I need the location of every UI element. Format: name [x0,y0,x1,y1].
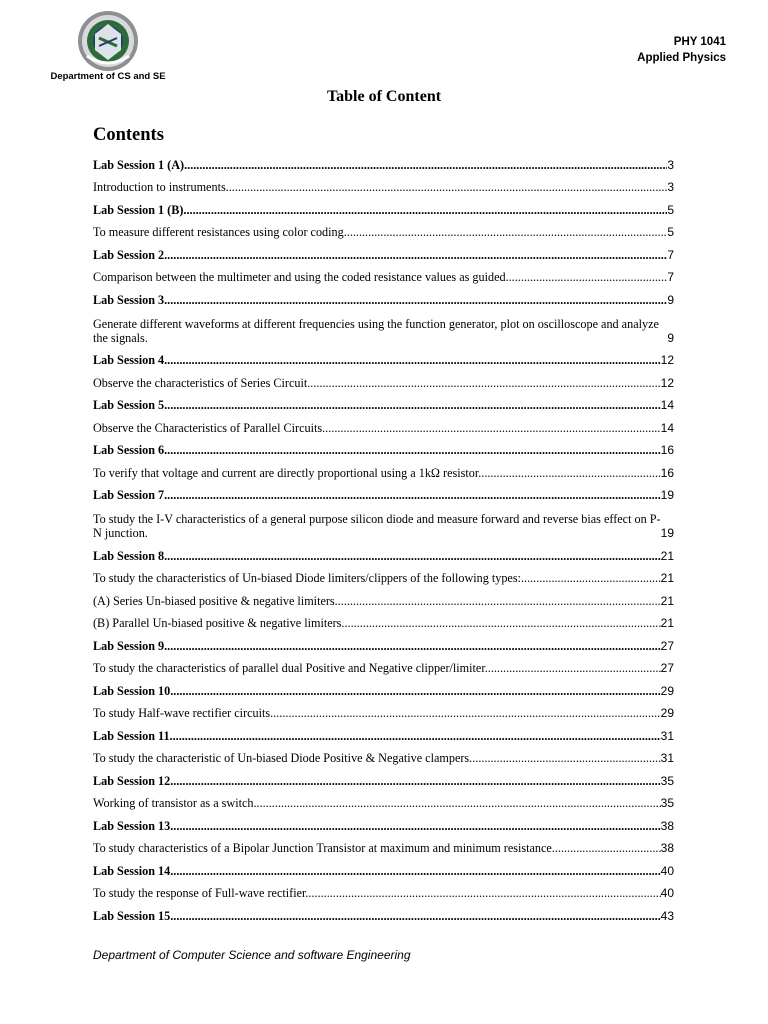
toc-entry[interactable] [93,563,674,586]
table-of-contents [93,149,674,923]
toc-entry-title: Lab Session 12 [93,773,171,788]
toc-entry-title: Observe the characteristics of Series Circuit. [93,375,311,390]
toc-entry[interactable] [93,833,674,856]
toc-entry-page: 3 [667,157,674,172]
toc-leader-dots [509,270,668,284]
toc-entry[interactable] [93,900,674,923]
toc-leader-dots [229,180,668,194]
toc-entry-title: Comparison between the multimeter and using the coded resistance values as guided. [93,270,509,284]
toc-entry[interactable] [93,878,674,901]
toc-entry[interactable] [93,172,674,195]
toc-entry[interactable] [93,262,674,285]
toc-entry-page: 31 [660,751,674,765]
toc-entry-page: 19 [660,526,674,540]
toc-leader-dots [555,841,661,855]
toc-entry[interactable] [93,149,674,172]
toc-leader-dots [472,751,660,765]
toc-leader-dots [325,421,660,435]
toc-entry-title: To study Half-wave rectifier circuits. [93,706,274,720]
toc-entry-page: 35 [660,773,674,788]
toc-entry-page: 27 [660,638,674,653]
toc-entry-page: 16 [660,465,674,480]
toc-entry[interactable] [93,653,674,676]
toc-entry[interactable] [93,345,674,368]
toc-entry-page: 43 [660,908,674,923]
toc-entry-page: 12 [660,375,674,390]
toc-entry-page: 5 [667,225,674,239]
toc-entry[interactable] [93,630,674,653]
toc-entry-title: To study the characteristic of Un-biased Diode Positive & Negative clampers. [93,751,473,765]
toc-leader-dots [164,443,661,457]
toc-leader-dots [164,549,661,563]
toc-entry-page: 3 [667,180,674,194]
toc-leader-dots [164,639,661,653]
toc-leader-dots [183,203,667,217]
toc-entry[interactable] [93,457,674,480]
toc-entry-title: (B) Parallel Un-biased positive & negative limiters. [93,616,345,630]
course-code: PHY 1041 [673,36,726,48]
toc-entry-title: To verify that voltage and current are directly proportional using a 1kΩ resistor. [93,465,482,480]
toc-entry-title: To study the I-V characteristics of a general purpose silicon diode and measure forward and reverse bias effect on P-N junction. [93,512,661,540]
toc-entry-title: Working of transistor as a switch. [93,796,257,810]
toc-entry-title: Lab Session 2 [93,247,165,262]
toc-entry-page: 27 [660,661,674,675]
toc-leader-dots [164,398,661,412]
toc-entry-page: 5 [667,202,674,217]
toc-entry-page: 14 [660,420,674,435]
toc-entry-title: To study the response of Full-wave rectifier. [93,886,309,900]
toc-entry-page: 29 [660,683,674,698]
toc-entry-title: Introduction to instruments. [93,180,229,194]
toc-entry-page: 38 [660,818,674,833]
toc-entry-page: 29 [660,706,674,720]
toc-leader-dots [481,466,660,480]
department-short-label: Department of CS and SE [50,71,166,82]
toc-entry-page: 9 [667,292,674,307]
toc-leader-dots [257,796,661,810]
toc-entry-title: Lab Session 15 [93,908,171,923]
toc-entry[interactable] [93,608,674,631]
toc-entry-title: Lab Session 9 [93,638,165,653]
toc-entry[interactable] [93,675,674,698]
toc-entry-title: Lab Session 1 (B) [93,202,184,217]
toc-entry[interactable] [93,194,674,217]
toc-entry-page: 31 [660,728,674,743]
toc-entry-page: 12 [660,353,674,367]
toc-entry-title: Lab Session 6 [93,443,165,457]
toc-entry-title: Lab Session 3 [93,292,165,307]
university-seal-icon [77,10,139,72]
toc-entry[interactable] [93,855,674,878]
toc-entry[interactable] [93,367,674,390]
toc-leader-dots [164,248,667,262]
toc-leader-dots [170,774,660,788]
toc-leader-dots [338,594,661,608]
toc-entry-title: Lab Session 13 [93,818,171,833]
toc-entry[interactable] [93,390,674,413]
toc-entry-title: Lab Session 5 [93,398,165,412]
toc-entry[interactable] [93,502,674,540]
toc-entry[interactable] [93,698,674,721]
toc-entry-title: To study the characteristics of parallel dual Positive and Negative clipper/limiter. [93,661,488,675]
toc-leader-dots [164,293,667,307]
toc-entry-page: 38 [660,841,674,855]
toc-leader-dots [170,909,660,923]
toc-leader-dots [521,571,661,585]
toc-entry[interactable] [93,435,674,458]
toc-entry-title: Lab Session 1 (A) [93,157,185,172]
toc-entry-page: 35 [660,796,674,810]
toc-leader-dots [170,684,660,698]
toc-entry-page: 40 [660,886,674,900]
toc-entry-page: 14 [660,398,674,412]
toc-entry-page: 40 [660,863,674,878]
toc-entry[interactable] [93,217,674,240]
toc-entry-page: 21 [660,571,674,585]
toc-entry-page: 19 [660,488,674,502]
toc-entry-title: To study the characteristics of Un-biased Diode limiters/clippers of the following types: [93,571,521,585]
toc-entry[interactable] [93,412,674,435]
contents-heading: Contents [93,125,164,145]
toc-entry[interactable] [93,810,674,833]
toc-leader-dots [170,864,660,878]
toc-entry[interactable] [93,585,674,608]
toc-entry[interactable] [93,284,674,307]
toc-leader-dots [273,706,660,720]
page-footer: Department of Computer Science and software Engineering [93,948,411,962]
toc-entry-title: Lab Session 14 [93,863,171,878]
toc-entry-title: To study characteristics of a Bipolar Junction Transistor at maximum and minimum resistance. [93,841,555,855]
toc-entry-title: To measure different resistances using color coding. [93,225,347,239]
toc-entry-page: 7 [667,270,674,284]
toc-entry-title: Lab Session 4 [93,353,165,367]
toc-entry-title: (A) Series Un-biased positive & negative limiters. [93,593,338,608]
toc-leader-dots [488,661,661,675]
toc-leader-dots [310,376,660,390]
toc-leader-dots [347,225,668,239]
toc-entry[interactable] [93,307,674,345]
toc-entry-page: 21 [660,616,674,630]
toc-entry-title: Lab Session 7 [93,488,165,502]
page-title: Table of Content [326,88,442,105]
course-name: Applied Physics [637,52,726,64]
toc-leader-dots [164,353,661,367]
toc-entry-page: 16 [660,443,674,457]
course-header [637,34,726,66]
toc-entry-title: Lab Session 10 [93,683,171,698]
toc-entry-page: 9 [667,330,674,345]
toc-leader-dots [170,729,661,743]
toc-entry[interactable] [93,743,674,766]
toc-entry[interactable] [93,239,674,262]
toc-leader-dots [184,158,667,172]
toc-entry-title: Lab Session 11 [93,728,170,743]
toc-entry[interactable] [93,788,674,811]
toc-entry-title: Generate different waveforms at different frequencies using the function generator, plot on oscilloscope and analyze the signals. [93,316,659,345]
toc-entry[interactable] [93,540,674,563]
toc-leader-dots [308,886,660,900]
toc-entry[interactable] [93,720,674,743]
toc-entry[interactable] [93,480,674,503]
toc-entry-page: 7 [667,247,674,262]
toc-entry-page: 21 [660,593,674,608]
toc-leader-dots [164,488,661,502]
toc-entry-title: Observe the Characteristics of Parallel Circuits. [93,420,326,435]
toc-entry-title: Lab Session 8 [93,548,165,563]
toc-entry-page: 21 [660,548,674,563]
university-logo [77,10,139,72]
toc-entry[interactable] [93,765,674,788]
toc-leader-dots [344,616,660,630]
toc-leader-dots [170,819,660,833]
